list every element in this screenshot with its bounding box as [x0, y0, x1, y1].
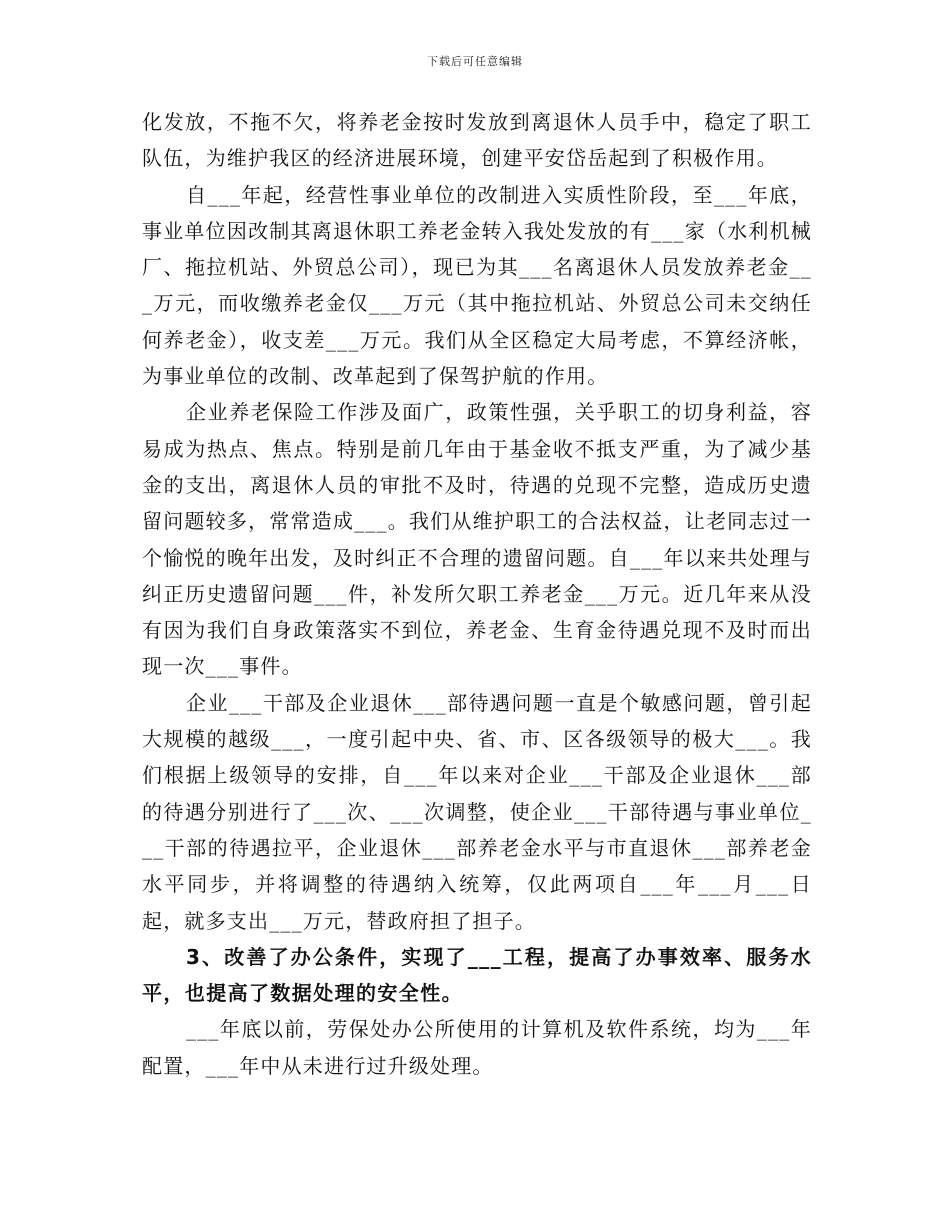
section-heading-office-conditions: 3、改善了办公条件，实现了___工程，提高了办事效率、服务水平，也提高了数据处理的安全性。 [142, 944, 812, 1006]
paragraph-continuation: 化发放，不拖不欠，将养老金按时发放到离退休人员手中，稳定了职工队伍，为维护我区的经济进展环境，创建平安岱岳起到了积极作用。 [142, 110, 812, 171]
paragraph-cadre-treatment: 企业___干部及企业退休___部待遇问题一直是个敏感问题，曾引起大规模的越级___，一度引起中央、省、市、区各级领导的极大___。我们根据上级领导的安排，自___年以来对企业___干部及企业退休___部的待遇分别进行了___次、___次调整，使企业___干部待遇与事业单位___干部的待遇拉平，企业退休___部养老金水平与市直退休___部养老金水平同步，并将调整的待遇纳入统筹，仅此两项自___年___月___日起，就多支出___万元，替政府担了担子。 [142, 690, 812, 933]
paragraph-institution-reform: 自___年起，经营性事业单位的改制进入实质性阶段，至___年底，事业单位因改制其离退休职工养老金转入我处发放的有___家（水利机械厂、拖拉机站、外贸总公司），现已为其___名离退休人员发放养老金___万元，而收缴养老金仅___万元（其中拖拉机站、外贸总公司未交纳任何养老金），收支差___万元。我们从全区稳定大局考虑，不算经济帐，为事业单位的改制、改革起到了保驾护航的作用。 [142, 182, 812, 389]
paragraph-pension-insurance: 企业养老保险工作涉及面广，政策性强，关乎职工的切身利益，容易成为热点、焦点。特别是前几年由于基金收不抵支严重，为了减少基金的支出，离退休人员的审批不及时，待遇的兑现不完整，造成历史遗留问题较多，常常造成___。我们从维护职工的合法权益，让老同志过一个愉悦的晚年出发，及时纠正不合理的遗留问题。自___年以来共处理与纠正历史遗留问题___件，补发所欠职工养老金___万元。近几年来从没有因为我们自身政策落实不到位，养老金、生育金待遇兑现不及时而出现一次___事件。 [142, 400, 812, 679]
page-header: 下载后可任意编辑 [427, 55, 523, 68]
document-body [142, 104, 812, 1084]
paragraph-computer-systems: ___年底以前，劳保处办公所使用的计算机及软件系统，均为___年配置，___年中从未进行过升级处理。 [142, 1017, 812, 1078]
